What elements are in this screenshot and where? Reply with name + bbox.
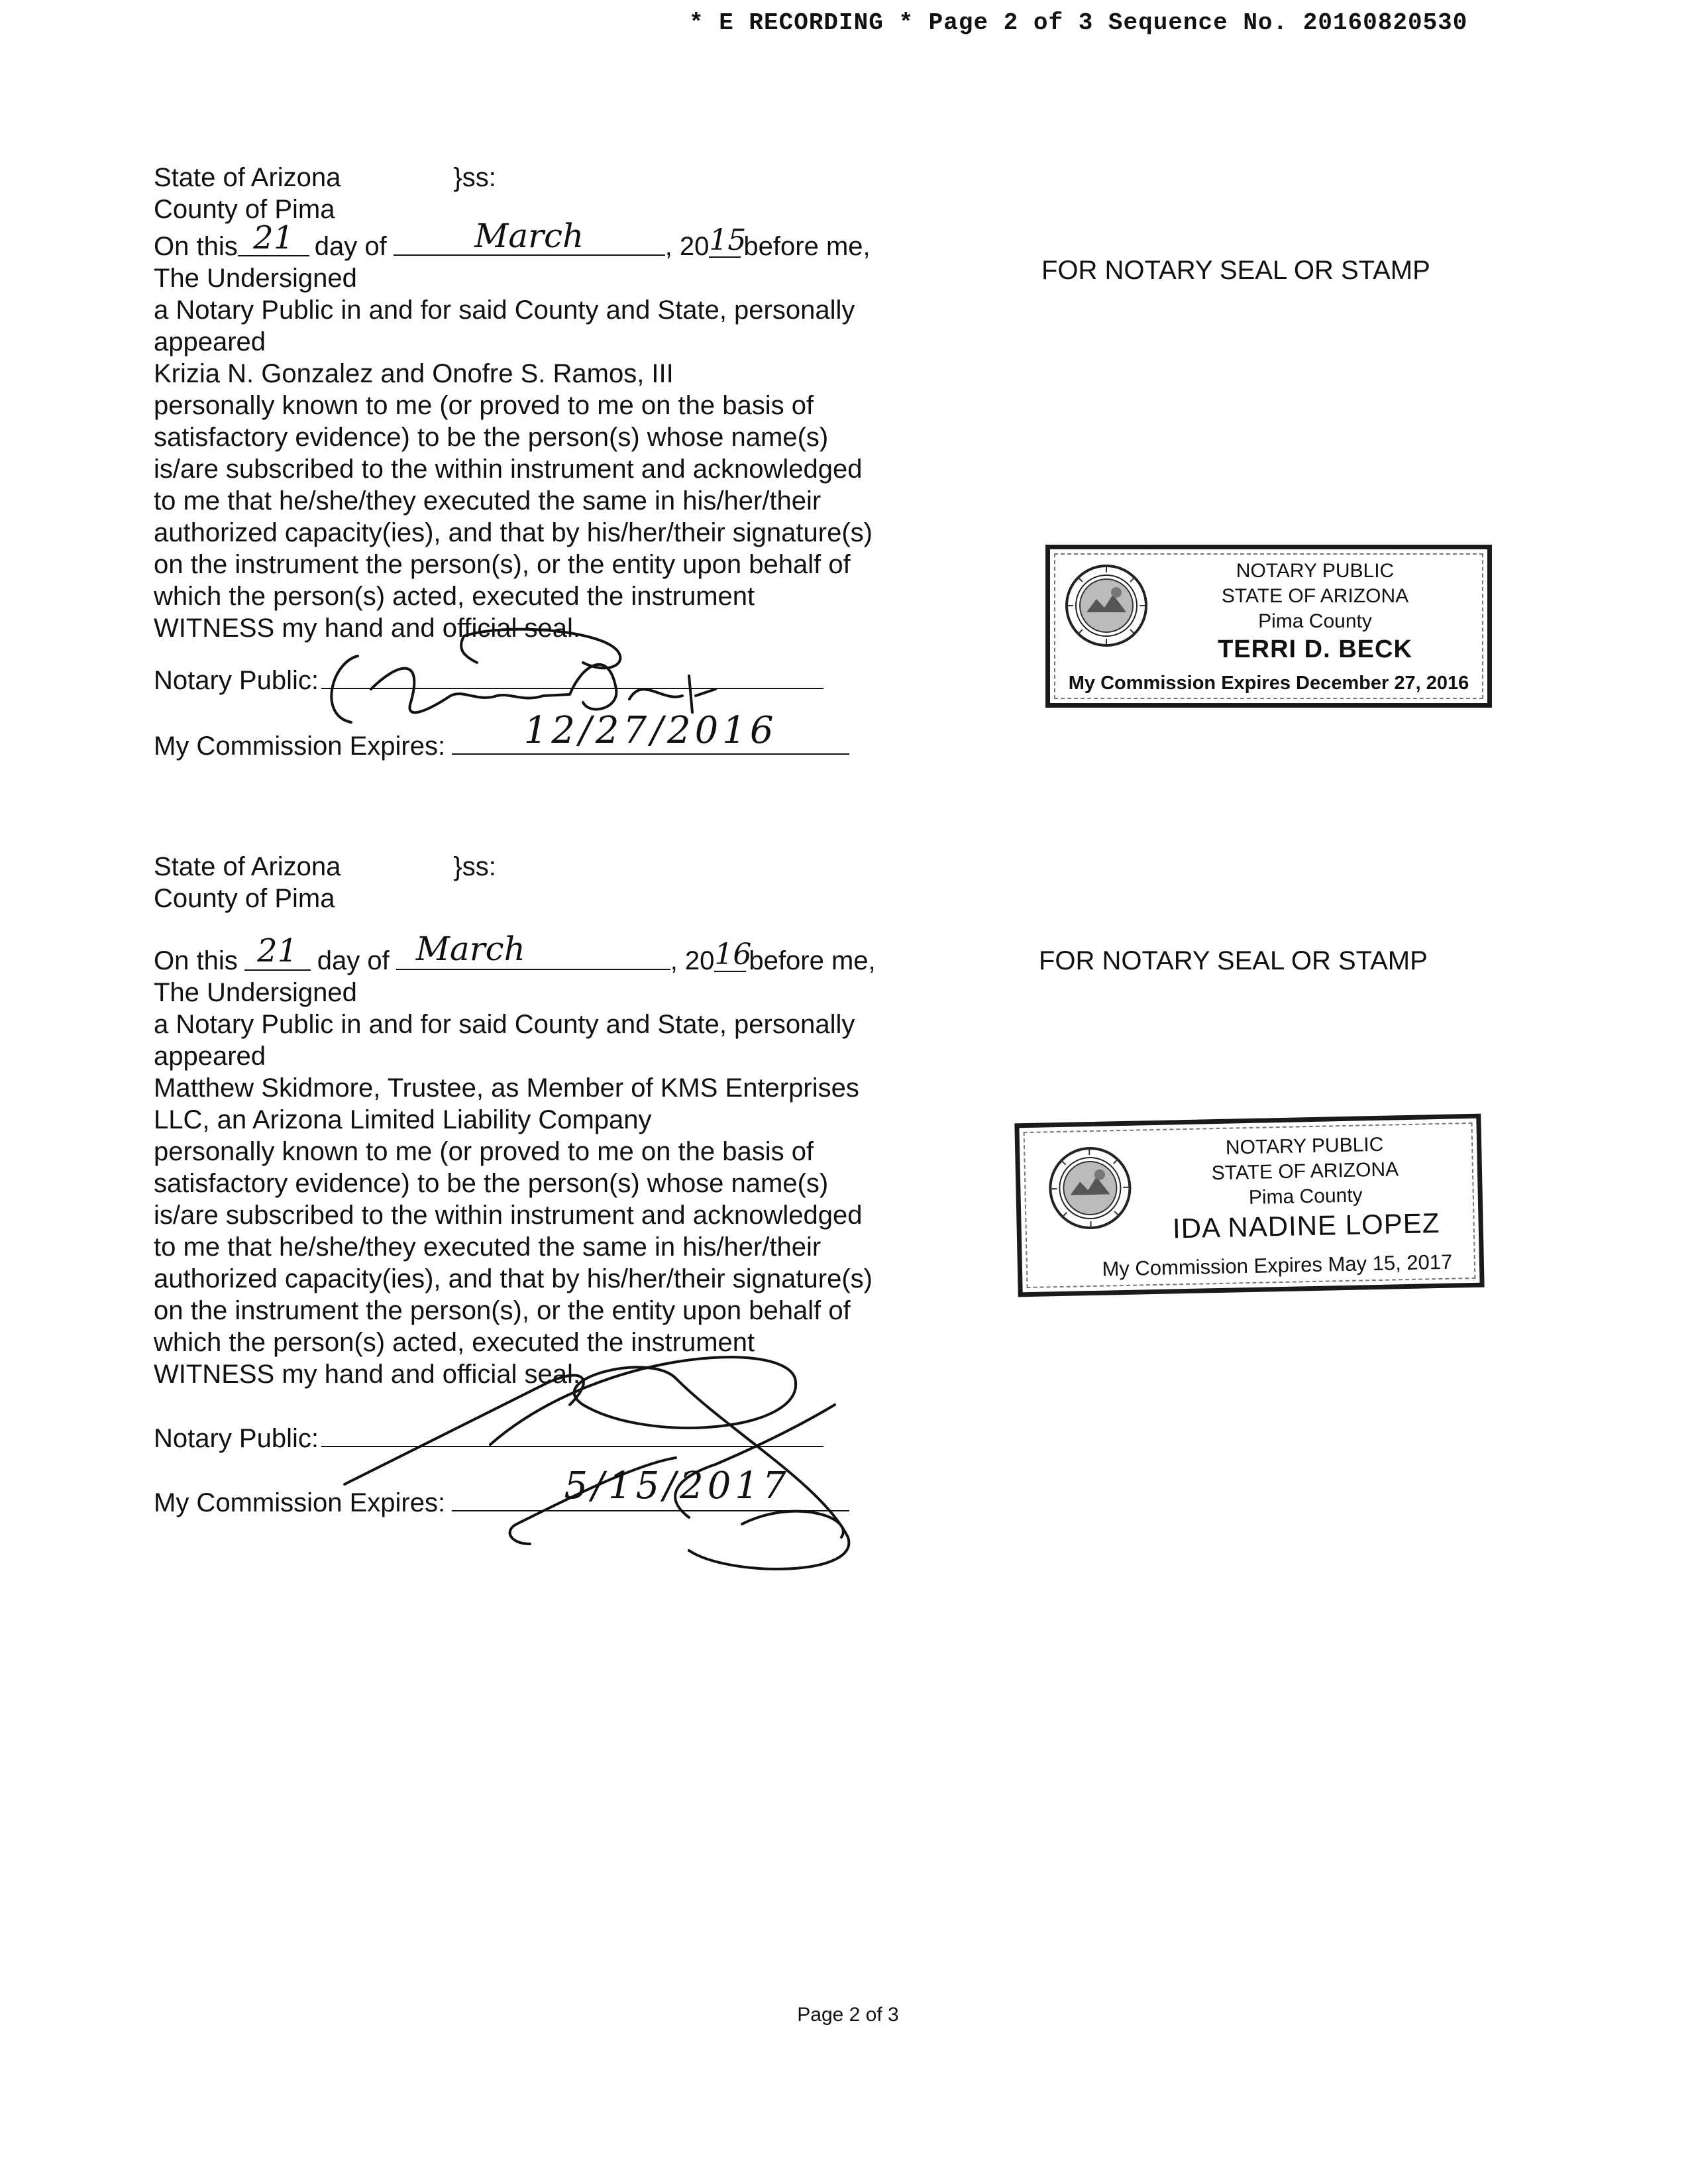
before-me-label: before me, [749,946,876,975]
body-line: on the instrument the person(s), or the entity upon behalf of [154,1296,851,1325]
body-line: appeared [154,1042,266,1071]
body-line: which the person(s) acted, executed the instrument [154,1328,755,1357]
stamp-title: NOTARY PUBLIC [1225,1133,1384,1159]
undersigned-label: The Undersigned [154,978,357,1007]
day-value: 21 [257,932,298,969]
on-this-label: On this [154,946,238,975]
on-this-label: On this [154,232,238,261]
year-prefix: , 20 [664,232,710,261]
notary-signature [461,629,620,669]
recording-header: * E RECORDING * Page 2 of 3 Sequence No. 20160820530 [689,9,1468,36]
day-of-label: day of [314,232,387,261]
commission-label: My Commission Expires: [154,1488,446,1517]
day-value: 21 [253,219,294,256]
notary-public-label: Notary Public: [154,666,319,695]
body-line: satisfactory evidence) to be the person(s) whose name(s) [154,1169,829,1198]
seal-placeholder-label: FOR NOTARY SEAL OR STAMP [1039,946,1428,975]
state-label: State of Arizona [154,163,341,192]
month-value: March [474,217,584,255]
notary-public-label: Notary Public: [154,1424,319,1453]
month-value: March [415,930,525,968]
ss-label: }ss: [453,852,496,881]
county-label: County of Pima [154,884,335,913]
before-me-label: before me, [743,232,871,261]
signer-names: Matthew Skidmore, Trustee, as Member of KMS Enterprises [154,1073,859,1103]
body-line: a Notary Public in and for said County and State, personally [154,296,855,325]
witness-line: WITNESS my hand and official seal. [154,614,580,643]
stamp-expiration: My Commission Expires December 27, 2016 [1068,673,1469,694]
year-value: 15 [709,223,747,257]
stamp-notary-name: TERRI D. BECK [1218,635,1412,663]
body-line: on the instrument the person(s), or the entity upon behalf of [154,550,851,579]
year-value: 16 [714,938,752,971]
page-footer: Page 2 of 3 [797,2004,899,2026]
county-label: County of Pima [154,195,335,224]
notary-signature [510,1458,676,1544]
state-label: State of Arizona [154,852,341,881]
stamp-title: NOTARY PUBLIC [1236,560,1395,582]
body-line: is/are subscribed to the within instrument and acknowledged [154,455,863,484]
stamp-state: STATE OF ARIZONA [1211,1158,1399,1185]
commission-value: 12/27/2016 [523,709,778,752]
signer-names: Krizia N. Gonzalez and Onofre S. Ramos, III [154,359,674,388]
year-prefix: , 20 [670,946,715,975]
ss-label: }ss: [453,163,496,192]
notary-signature [344,1376,584,1484]
commission-value: 5/15/2017 [564,1464,790,1507]
body-line: is/are subscribed to the within instrument and acknowledged [154,1201,863,1230]
body-line: authorized capacity(ies), and that by his/her/their signature(s) [154,1264,873,1293]
stamp-county: Pima County [1258,610,1372,632]
stamp-expiration: My Commission Expires May 15, 2017 [1102,1250,1453,1281]
body-line: personally known to me (or proved to me on the basis of [154,1137,814,1166]
body-line: authorized capacity(ies), and that by his/her/their signature(s) [154,518,873,547]
body-line: to me that he/she/they executed the same in his/her/their [154,486,822,516]
body-line: satisfactory evidence) to be the person(s) whose name(s) [154,423,829,452]
day-of-label: day of [317,946,390,975]
body-line: to me that he/she/they executed the same in his/her/their [154,1232,822,1262]
undersigned-label: The Undersigned [154,264,357,293]
body-line: a Notary Public in and for said County and State, personally [154,1010,855,1039]
notary-signature [331,656,716,722]
body-line: which the person(s) acted, executed the instrument [154,582,755,611]
witness-line: WITNESS my hand and official seal. [154,1360,580,1389]
notary-signature [675,1405,835,1517]
stamp-notary-name: IDA NADINE LOPEZ [1172,1207,1440,1244]
seal-placeholder-label: FOR NOTARY SEAL OR STAMP [1041,256,1430,285]
stamp-county: Pima County [1248,1184,1363,1209]
commission-label: My Commission Expires: [154,732,446,761]
body-line: appeared [154,327,266,356]
notary-signature [742,1511,843,1537]
notary-signature [490,1357,849,1569]
body-line: personally known to me (or proved to me on the basis of [154,391,814,420]
stamp-state: STATE OF ARIZONA [1221,585,1409,607]
signer-names: LLC, an Arizona Limited Liability Company [154,1105,652,1134]
